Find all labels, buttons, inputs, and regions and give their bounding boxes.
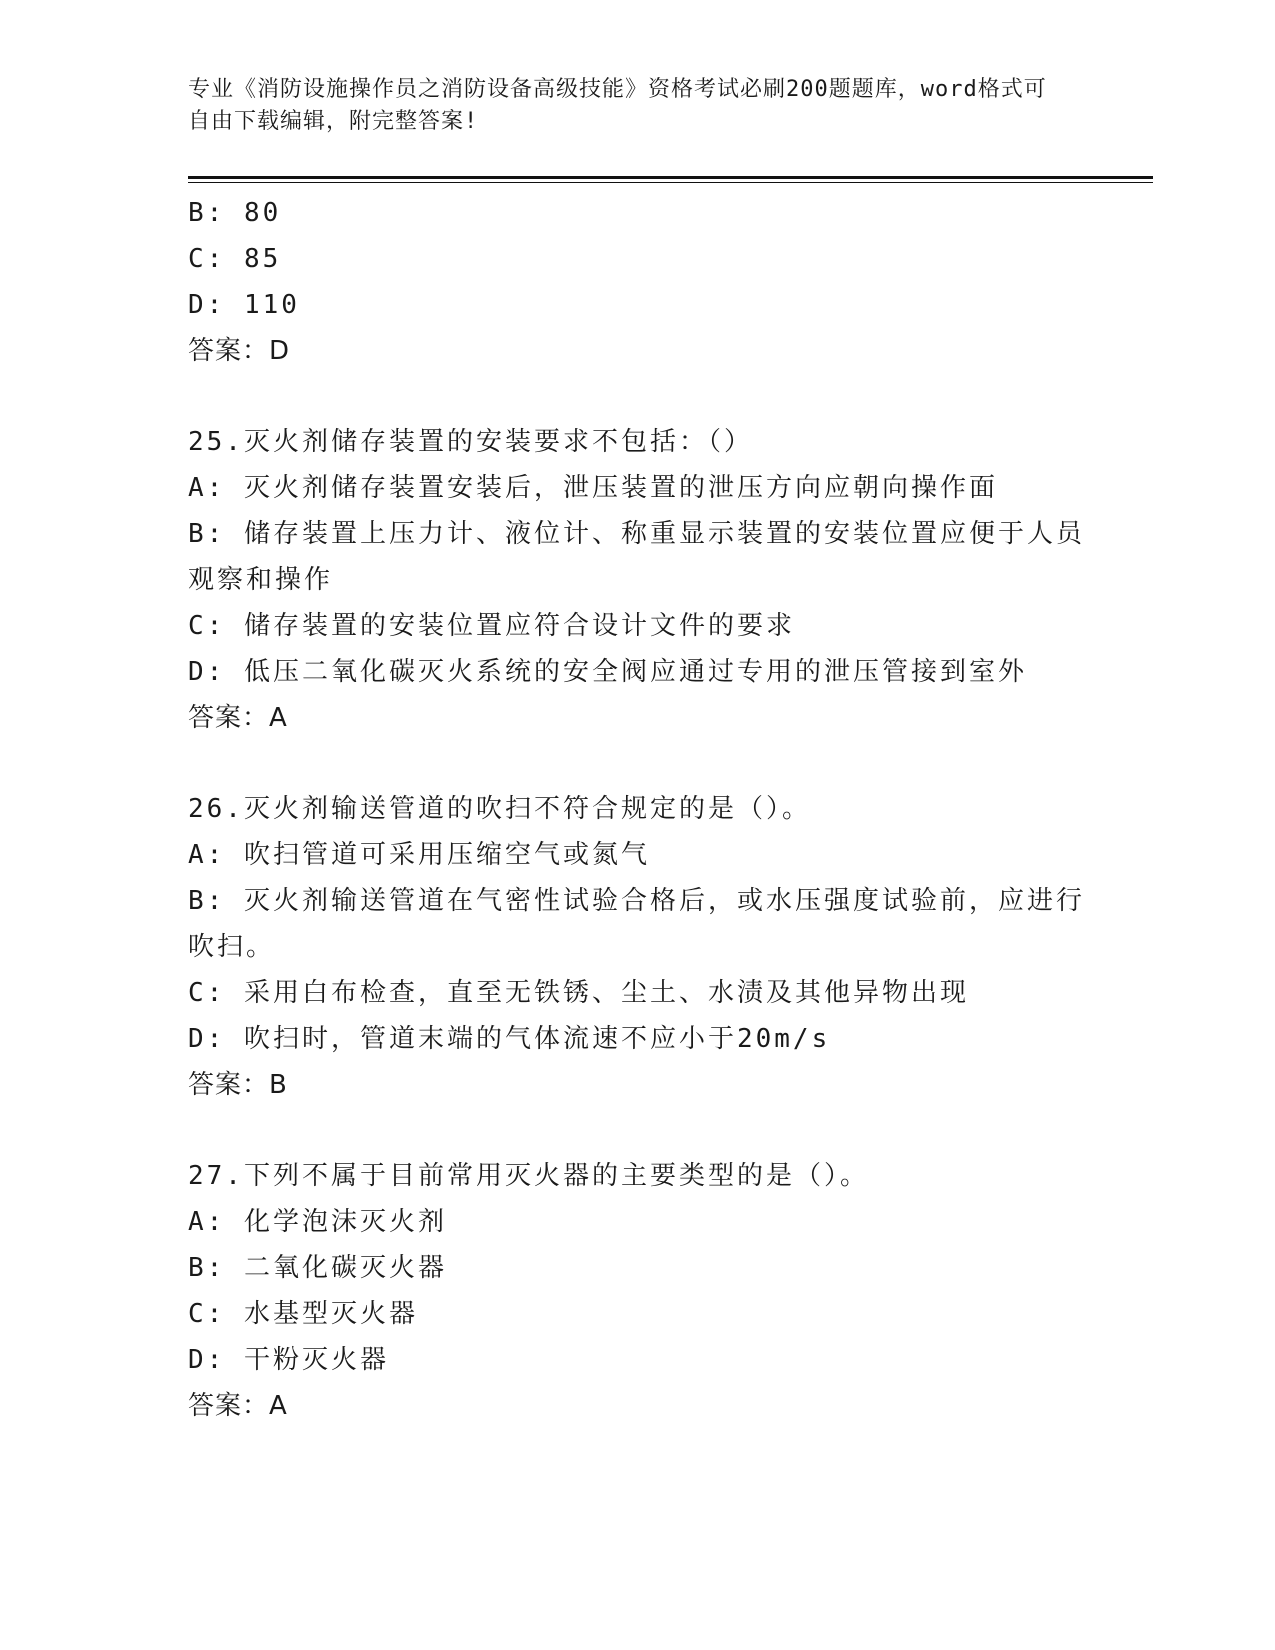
option-c: C: 水基型灭火器 — [188, 1299, 418, 1329]
option-d: D: 低压二氧化碳灭火系统的安全阀应通过专用的泄压管接到室外 — [188, 657, 1027, 687]
option-a: A: 灭火剂储存装置安装后，泄压装置的泄压方向应朝向操作面 — [188, 473, 998, 503]
question-27 — [188, 1153, 1088, 1429]
answer: 答案：A — [188, 703, 288, 733]
question-26 — [188, 786, 1088, 1108]
question-stem: 27.下列不属于目前常用灭火器的主要类型的是（）。 — [188, 1161, 869, 1191]
spacer — [188, 374, 1088, 419]
option-b: B: 储存装置上压力计、液位计、称重显示装置的安装位置应便于人员观察和操作 — [188, 519, 1085, 595]
spacer — [188, 741, 1088, 786]
option-c: C: 采用白布检查，直至无铁锈、尘土、水渍及其他异物出现 — [188, 978, 969, 1008]
question-stem: 25.灭火剂储存装置的安装要求不包括：（） — [188, 427, 753, 457]
option-b: B: 灭火剂输送管道在气密性试验合格后，或水压强度试验前，应进行吹扫。 — [188, 886, 1085, 962]
option-b: B: 二氧化碳灭火器 — [188, 1253, 447, 1283]
answer: 答案：B — [188, 1070, 288, 1100]
option-b: B: 80 — [188, 198, 282, 228]
option-a: A: 化学泡沫灭火剂 — [188, 1207, 447, 1237]
header-divider-thin — [188, 182, 1153, 183]
spacer — [188, 1108, 1088, 1153]
header-divider-thick — [188, 176, 1153, 179]
question-24-continuation — [188, 190, 1088, 374]
answer: 答案：A — [188, 1391, 288, 1421]
option-a: A: 吹扫管道可采用压缩空气或氮气 — [188, 840, 650, 870]
option-d: D: 110 — [188, 290, 300, 320]
answer: 答案：D — [188, 336, 291, 366]
question-25 — [188, 419, 1088, 741]
option-c: C: 85 — [188, 244, 282, 274]
option-d: D: 吹扫时，管道末端的气体流速不应小于20m/s — [188, 1024, 831, 1054]
question-content — [188, 190, 1088, 1429]
question-stem: 26.灭火剂输送管道的吹扫不符合规定的是（）。 — [188, 794, 811, 824]
document-header-title: 专业《消防设施操作员之消防设备高级技能》资格考试必刷200题题库，word格式可自由下载编辑，附完整答案! — [188, 77, 1047, 134]
option-c: C: 储存装置的安装位置应符合设计文件的要求 — [188, 611, 795, 641]
option-d: D: 干粉灭火器 — [188, 1345, 389, 1375]
